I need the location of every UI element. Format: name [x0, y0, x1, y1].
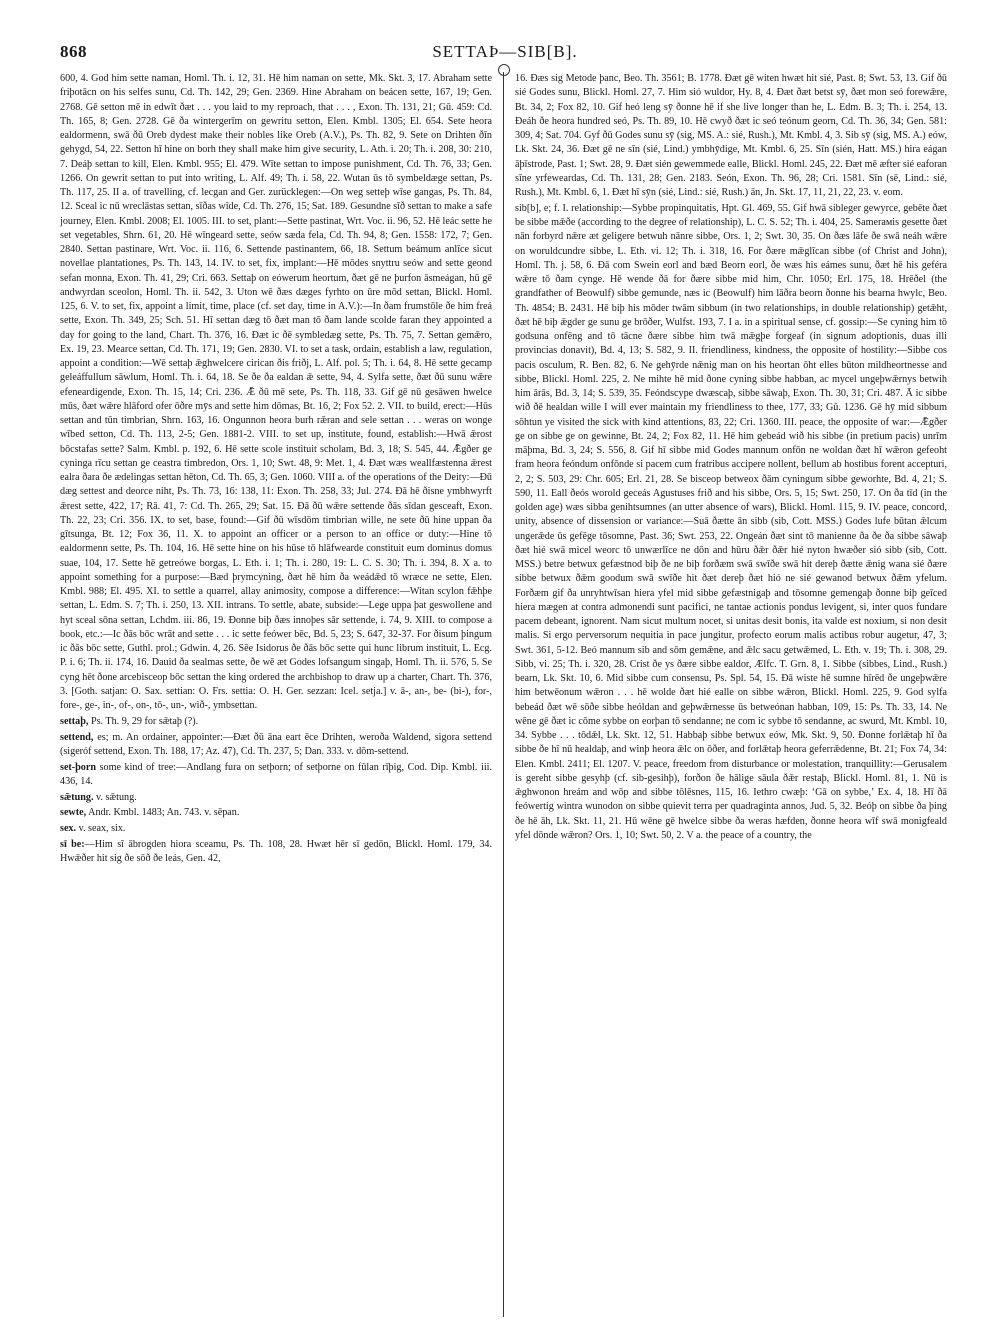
entry-settan-continuation: 600, 4. God him sette naman, Homl. Th. i. 12, 31. Hē him naman on sette, Mk. Skt. 3, 17. Abraham sette friþotācn on his selfes sunu, Cd. Th. 142, 29; Gen. 2369. Hine Abraham on beácen sette, 167, 19; Gen. 2768. Gē setton mē in edwīt ðæt . . . you laid to my reproach, that . . . , Exon. Th. 131, 21; Gū. 459: Cd. Th. 165, 8; Gen. 2728. Gē ða wintergerīm on gewritu setton, Elen. Kmbl. 1305; El. 654. Sete heora ealdormenn, swā ðū Oreb dydest make their nobles like Oreb (A.V.), Ps. Th. 82, 9. Sete on Drihten ðīn gehygd, 54, 22. Setton hī hine on borh they shall make him give security, L. Ath. i. 20; Th. i. 208, 30: 210, 7. Deáþ settan to kill, Elen. Kmbl. 955; El. 479. Wīte settan to impose punishment, Cd. Th. 76, 33; Gen. 1266. On gewrit settan to put into writing, L. Alf. 49; Th. i. 58, 22. Wutan ūs tō symbeldæge settan, Ps. Th. 117, 25. II a. of travelling, cf. lecgan and Ger. zurücklegen:—On weg setteþ wīse gangas, Ps. Th. 84, 12. Sceal ic nū wreclāstas settan, sīðas wīde, Cd. Th. 276, 15; Sat. 189. Gesundne sīð settan to make a safe journey, Elen. Kmbl. 2008; El. 1005. III. to set, plant:—Sette pastinat, Wrt. Voc. ii. 96, 52. Hē leác sette he set vegetables, Shrn. 61, 20. Hē wīngeard sette, seów sæda fela, Cd. Th. 94, 8; Gen. 1558: 172, 7; Gen. 2840. Settan pastinare, Wrt. Voc. ii. 116, 6. Settende pastinantem, 66, 18. Settum beámum anlīce sicut novellae plantationes, Ps. Th. 143, 14. IV. to set, fix, implant:—Hē mōdes snyttru seów and sette geond sefan monna, Exon. Th. 41, 29; Cri. 663. Settaþ on eówerum heortum, ðæt gē ne þurfon āsmeágan, hū gē andwyrdan sceolon, Homl. Th. ii. 542, 3. Uton wē ðæs dæges fyrhto on ūre mōd settan, Blickl. Homl. 125, 6. V. to set, fix, appoint a limit, time, place (cf. set day, time in A.V.):—In ðam frumstōle ðe him freá sette, Exon. Th. 349, 25; Sch. 51. Hī settan dæg tō ðæt man tō ðam lande scolde faran they appointed a day for going to the land, Chart. Th. 376, 16. Ðæt ic ðē symbledæg sette, Ps. Th. 75, 7. Settan gemǣro, Ex. 19, 23. Mearce settan, Cd. Th. 171, 19; Gen. 2830. VI. to set a task, ordain, establish a law, regulation, appoint a condition:—Wē settaþ ǣghwelcere cirican ðis friðj, L. Alf. pol. 5; Th. i. 64, 8. Hē sette gecamp geleáffullum sāwlum, Homl. Th. i. 64, 18. Se ðe ða ealdan ǣ sette, 94, 4. Sylfa sette, ðæt ðū sunu wǣre efeneardigende, Exon. Th. 15, 14; Cri. 236. Ǣ ðū mē sete, Ps. Th. 118, 33. Gif gē nū gesāwen hwelce mūs, ðæt wǣre hlāford ofer ōðre mȳs and sette him dōmas, Bt. 16, 2; Fox 52. 2. VII. to build, erect:—Hūs settan and tūn timbrian, Shrn. 163, 16. Ongunnon heora burh rǣran and sele settan . . . weras on wonge wībed setton, Cd. Th. 113, 2-5; Gen. 1881-2. VIII. to set up, institute, found, establish:—Hwā ǣrost bōcstafas sette? Salm. Kmbl. p. 192, 6. Hē sette scole instituit scholam, Bd. 3, 18; S. 545, 44. Ǣgðer ge cyninga rīcu settan ge ceastra timbredon, Ors. 1, 10; Swt. 48, 9: Met. 1, 4. Ðæt wæs weallfæstenna ǣrest ealra ðara ðe ædelingas settan hēton, Cd. Th. 65, 3; Gen. 1060. VIII a. of the operations of the Deity:—Ðū dæg settest and deorce niht, Ps. Th. 73, 16: 138, 11: Exon. Th. 258, 33; Jul. 274. Ðā hē ðisne ymbhwyrft ǣrest sette, 422, 17; Rā. 41, 7: Cd. Th. 265, 29; Sat. 15. Ðā ðū wǣre settende ðās sīdan gesceaft, Exon. Th. 22, 23; Cri. 356. IX. to set, base, found:—Gif ðū wīsdōm timbrian wille, ne sete ðū hine uppan ða gītsunga, Bt. 12; Fox 36, 11. X. to appoint an officer or a person to an office or duty:—Hine tō ealdormenn sette, Ps. Th. 104, 16. Hē sette hine on his hūse tō hlāfwearde constituit eum dominus domus suae, 104, 17. Sette hē getreówe borgas, L. Eth. i. 1; Th. i. 280, 19: L. C. S. 30; Th. i. 394, 8. X a. to appoint something for a purpose:—Bæd þrymcyning, ðæt hē him ða weádǣd tō wræce ne sette, Elen. Kmbl. 988; El. 495. XI. to settle a quarrel, allay animosity, compose a difference:—Witan scylon fǣhþe settan, L. Edm. S. 7; Th. i. 250, 13. XII. intrans. To settle, abate, subside:—Lege uppa þat geswollene and hyt sceal sōna settan, Lchdm. iii. 86, 19. Ðonne biþ ðæs innoþes sār settende, i. 74, 9. XIII. to compose a book, etc.:—Ic ðās bōc wrāt and sette . . . ic sette feówer bēc, Bd. 5, 23; S. 647, 32-37. For ðisum þingum ic ðās bōc sette, Guthl. prol.; Gdwin. 4, 26. Sēe Isidorus ðe ðās bōc sette qui hunc librum instituit, L. Ecg. P. i. 6; Th. ii. 174, 16. Dauid ða sealmas sette, ðe wē æt Godes lofsangum singaþ, Homl. Th. ii. 576, 5. Se cyng hēt ðone arcebisceop bōc settan the king ordered the archbishop to draw up a charter, Chart. Th. 376, 3. [Goth. satjan: O. Sax. settian: O. Frs. settia: O. H. Ger. sezzan: Icel. setja.] v. ā-, an-, be- (bi-), for-, fore-, ge-, in-, of-, on-, tō-, un-, wið-, ymbsettan. — [60, 73, 492, 711]
page-number: 868 — [60, 42, 87, 61]
right-column — [515, 72, 947, 1322]
column-rule-ornament — [498, 64, 510, 76]
dictionary-entry — [60, 791, 492, 805]
entry-headword: sǣtung. — [60, 791, 94, 803]
left-column — [60, 72, 492, 1322]
entry-sibb: sib[b], e; f. I. relationship:—Sybbe propinquitatis, Hpt. Gl. 469, 55. Gif hwā sibleger gewyrce, gebēte ðæt be sibbe mǣðe (according to the degree of relationship), L. C. S. 52; Th. i. 404, 25. Samerамis gesette ðæt nān forbyrd nǣre æt geligere betwuh nānre sibbe, Ors. 1, 2; Swt. 30, 35. On ðæs lāfe ðe swā neáh wǣre on woruldcundre sibbe, L. Eth. vi. 12; Th. i. 318, 16. For ðære mǣglīcan sibbe (of Christ and John), Homl. Th. j. 58, 6. Ðā com Swein eorl and bæd Beorn eorl, ðe wæs his eámes sunu, ðæt hē his geféra wǣre tō ðam cynge. Hē wende ðā for ðære sibbe mid him, Chr. 1050; Erl. 175, 18. Hrēðel (the grandfather of Beowulf) sibbe gemunde, næs ic (Beowulf) him lāðra beorn ðonne his bearna hwylc, Beo. Th. 4854; B. 2431. Hē biþ his mōder twām sibbum (in two relationships, in double relationship) getǣht, ðæt hē biþ ǣgder ge sunu ge brōðer, Wulfst. 193, 7. I a. in a spiritual sense, cf. gossip:—Se cyning him tō godsuna onfēng and tō tācne ðære sibbe him twā mǣgþe forgeaf (in signum adoptionis, duas illi provincias donavit), Bd. 4, 13; S. 582, 9. II. friendliness, kindness, the opposite of hostility:—Sibbe cos pacis osculum, R. Ben. 82, 6. Ne gehȳrde nǣnig man on his heortan ōht elles būton mildheortnesse and sibbe, Blickl. Homl. 225, 2. Ne mihte hē mid ðone cyning sibbe habban, ac mycel ungeþwǣrnys betwih him ārās, Bd. 3, 14; S. 539, 35. Feóndscype dwæscaþ, sibbe sāwaþ, Exon. Th. 30, 31; Cri. 487. Ā ic sibbe wið ðē healdan wille I will ever maintain my friendliness to thee, 177, 33; Gū. 1236. Gē hȳ mid sibbum sōhtun ye visited the sick with kind attentions, 83, 22; Cri. 1360. III. peace, the opposite of war:—Ǣgðer ge on sibbe ge on gewinne, Bt. 24, 2; Fox 82, 11. Hē him gebeád wið his sibbe (in pretium pacis) unrīm māþma, Bd. 3, 24; S. 556, 8. Gif hī sibbe mid Godes mannum onfōn ne woldan ðæt hī wǣron gefeoht fram heora feóndum onfōnde si pacem cum fratribus accipere nollent, bellum ab hostibus forent accepturi, 2, 2; S. 503, 29: Chr. 605; Erl. 21, 28. Se bisceop betweox ðām cyningum sibbe geworhte, Bd. 4, 21; S. 590, 11. Eall ðeós worold geceás Agustuses frið and his sibbe, Ors. 5, 15; Swt. 250, 17. On ða tīd (in the golden age) wæs sibba genihtsumnes (an utter absence of wars), Blickl. Homl. 115, 9. IV. peace, concord, unity, absence of dissension or variance:—Suā ðætte ān sibb (sib, Cott. MSS.) Godes lufe būtan ǣlcum ungerǣde ūs gefēge tōsomne, Past. 36; Swt. 253, 22. Ongeán ðæt sint tō manienne ða ðe ða sibbe sāwaþ ðæt hié swā micel weorc tō unwærlīce ne dōn and hūru ðǣr ðǣr hié nyton hwæðer sió sibb (sib, Cott. MSS.) betre betwux gefæstnod biþ ðe ne biþ forðæm swā swīðe swā hit dereþ ðætte ǣnig wana sié ðære sibbe betwux ðǣm goodum swā swīðe hit ðæt dereþ ðæt hió ne sié gewanod betwux ðǣm yfelum. Forðæm gif ða unryhtwīsan hiera yfel mid sibbe gefæstnigaþ and tōsomne gemengaþ ðonne biþ geīced hiera mægen at contra admonendi sunt pacifici, ne tantae actionis pondus levigent, si, inter quos fundare pacem debeant, ignorent. Nam sicut multum nocet, si unitas desit bonis, ita valde est noxium, si non desit malis. Si ergo perversorum nequitia in pace jungitur, profecto eorum malis actibus robur augetur, 47, 3; Swt. 361, 5-12. Beó mannum sib and sōm gemǣne, and ǣlc sacu getwǣmed, L. Eth. v. 19; Th. i. 308, 29. Sibb, vi. 25; Th. i. 320, 28. Crist ðe ys ðære sibbe ealdor, Ælfc. T. Grn. 8, 1. Sibbe (sibbes, Lind., Rush.) bearn, Lk. Skt. 10, 6. Mid sibbe cum consensu, Ps. Spl. 54, 15. Ðā wiste hē sumne hīrēd ðe ungeþwǣre him betwēonum wǣron . . . hē wolde ðæt hié ealle on sibbe wǣron, Blickl. Homl. 225, 9. God sylfa bebeád ðæt wē sōðe sibbe heóldan and geþwǣrnesse ūs betweónan habban, 109, 15: Ps. Th. 33, 14. Ne wēne gē ðæt ic cōme sybbe on eorþan tō sendanne; ne com ic sybbe tō sendanne, ac swurd, Mt. Kmbl. 10, 34. Sybbe . . . tōdǣl, Lk. Skt. 12, 51. Habbaþ sibbe betwux eów, Mk. Skt. 9, 50. Ðonne forlǣtaþ hī ða sibbe ðe hī nū healdaþ, and winþ heora ǣlc on ōðer, and forlǣtaþ heora geferrǣdenne, Bt. 21; Fox 74, 34: Elen. Kmbl. 2411; El. 1207. V. peace, freedom from disturbance or molestation, tranquillity:—Gerusalem is gereht sibbe gesyhþ (cf. sib-gesihþ), forðon ðe hālige sāula ðǣr restaþ, Blickl. Homl. 81, 1. Nū is ǣghwonon hreám and wōp and sibbe tōlēsnes, 115, 16. Iethro cwæþ: ‘Gā on sybbe,’ Ex. 4, 18. Hī ðā feówertig wintra wunodon on sibbe quievit terra per quadraginta annos, Jud. 5, 32. Beóþ on sibbe ða þing ðe hē āh, Lk. Skt. 11, 21. Hū wēne gē hwelce sibbe ða weras hæfden, ðonne heora wīf swā monigfeald yfel dōnde wǣron? Ors. 1, 10; Swt. 50, 2. V a. the peace of a country, the — [515, 202, 947, 841]
entry-headword: settend, — [60, 731, 94, 743]
entry-text: —Him sī ābrogden hiora sceamu, Ps. Th. 108, 28. Hwæt hēr sī gedōn, Blickl. Homl. 179, 34. Hwǣðer hit sig ðe sōð ðe leás, Gen. 42, — [60, 838, 492, 864]
dictionary-entry — [60, 731, 492, 760]
entry-text: v. sǣtung. — [96, 791, 137, 803]
entry-headword: sex. — [60, 823, 77, 834]
dictionary-entry — [60, 822, 492, 836]
entry-text: some kind of tree:—Andlang fura on setþorn; of setþorne on fūlan rīþig, Cod. Dip. Kmbl. iii. 436, 14. — [60, 761, 492, 787]
entry-text: es; m. An ordainer, appointer:—Ðæt ðū āna eart ēce Drihten, weroða Waldend, sigora settend (sigeróf settend, Exon. Th. 188, 17; Az. 47), Cd. Th. 237, 5; Dan. 333. v. dōm-settend. — [60, 731, 492, 757]
dictionary-entry — [60, 761, 492, 790]
entry-text: Ps. Th. 9, 29 for sǣtaþ (?). — [90, 715, 199, 727]
entry-headword: sewte, — [60, 807, 87, 819]
dictionary-entry — [60, 715, 492, 729]
running-head: SETTAÞ—SIB[B]. — [432, 42, 578, 61]
entry-headword: settaþ, — [60, 715, 89, 727]
entry-text: v. seax, six. — [78, 823, 126, 834]
entry-text: Andr. Kmbl. 1483; An. 743. v. sēpan. — [88, 807, 240, 819]
dictionary-entry — [60, 838, 492, 867]
page-header — [60, 42, 950, 64]
entry-headword: sī be: — [60, 838, 85, 850]
entry-si-continuation: 16. Ðæs sig Metode þanc, Beo. Th. 3561; B. 1778. Ðæt gē witen hwæt hit sié, Past. 8; Swt. 53, 13. Gif ðū sié Godes sunu, Blickl. Homl. 27, 7. Him sió wuldor, Hy. 8, 4. Ðæt ðæt betst sȳ, ðæt mon seó forewǣre, Bt. 34, 2; Fox 82, 10. Gif heó leng sȳ ðonne hē if she live longer than he, L. Edm. B. 3; Th. i. 254, 13. Ðeáh ðe heora hundred seó, Ps. Th. 89, 10. Hē cwyð ðæt ic seó teónum georn, Cd. Th. 36, 34; Gen. 581: 309, 4; Sat. 704. Gyf ðū Godes sunu sȳ (sig, MS. A.: sié, Rush.), Mt. Kmbl. 4, 3. Sib sȳ (sig, MS. A.) eów, Lk. Skt. 24, 36. Ðæt gē ne sīn (sié, Lind.) ymbhȳdige, Mt. Kmbl. 6, 25. Sīn (sién, Hatt. MS.) hira eágan āþīstrode, Past. 1; Swt. 28, 9. Ðæt sién gewemmede ealle, Blickl. Homl. 245, 22. Ðæt mē æfter sié eaforan sīne yrfeweardas, Cd. Th. 131, 28; Gen. 2183. Seón, Exon. Th. 96, 28; Cri. 1581. Sīn (sē, Lind.: sié, Rush.), Mt. Kmbl. 6, 1. Ðæt hī sȳn (sié, Lind.: sié, Rush.) ān, Jn. Skt. 17, 11, 21, 22, 23. v. eom. — [515, 73, 947, 198]
column-divider — [503, 72, 504, 1317]
entry-headword: set-þorn — [60, 761, 96, 773]
dictionary-entry — [60, 806, 492, 820]
